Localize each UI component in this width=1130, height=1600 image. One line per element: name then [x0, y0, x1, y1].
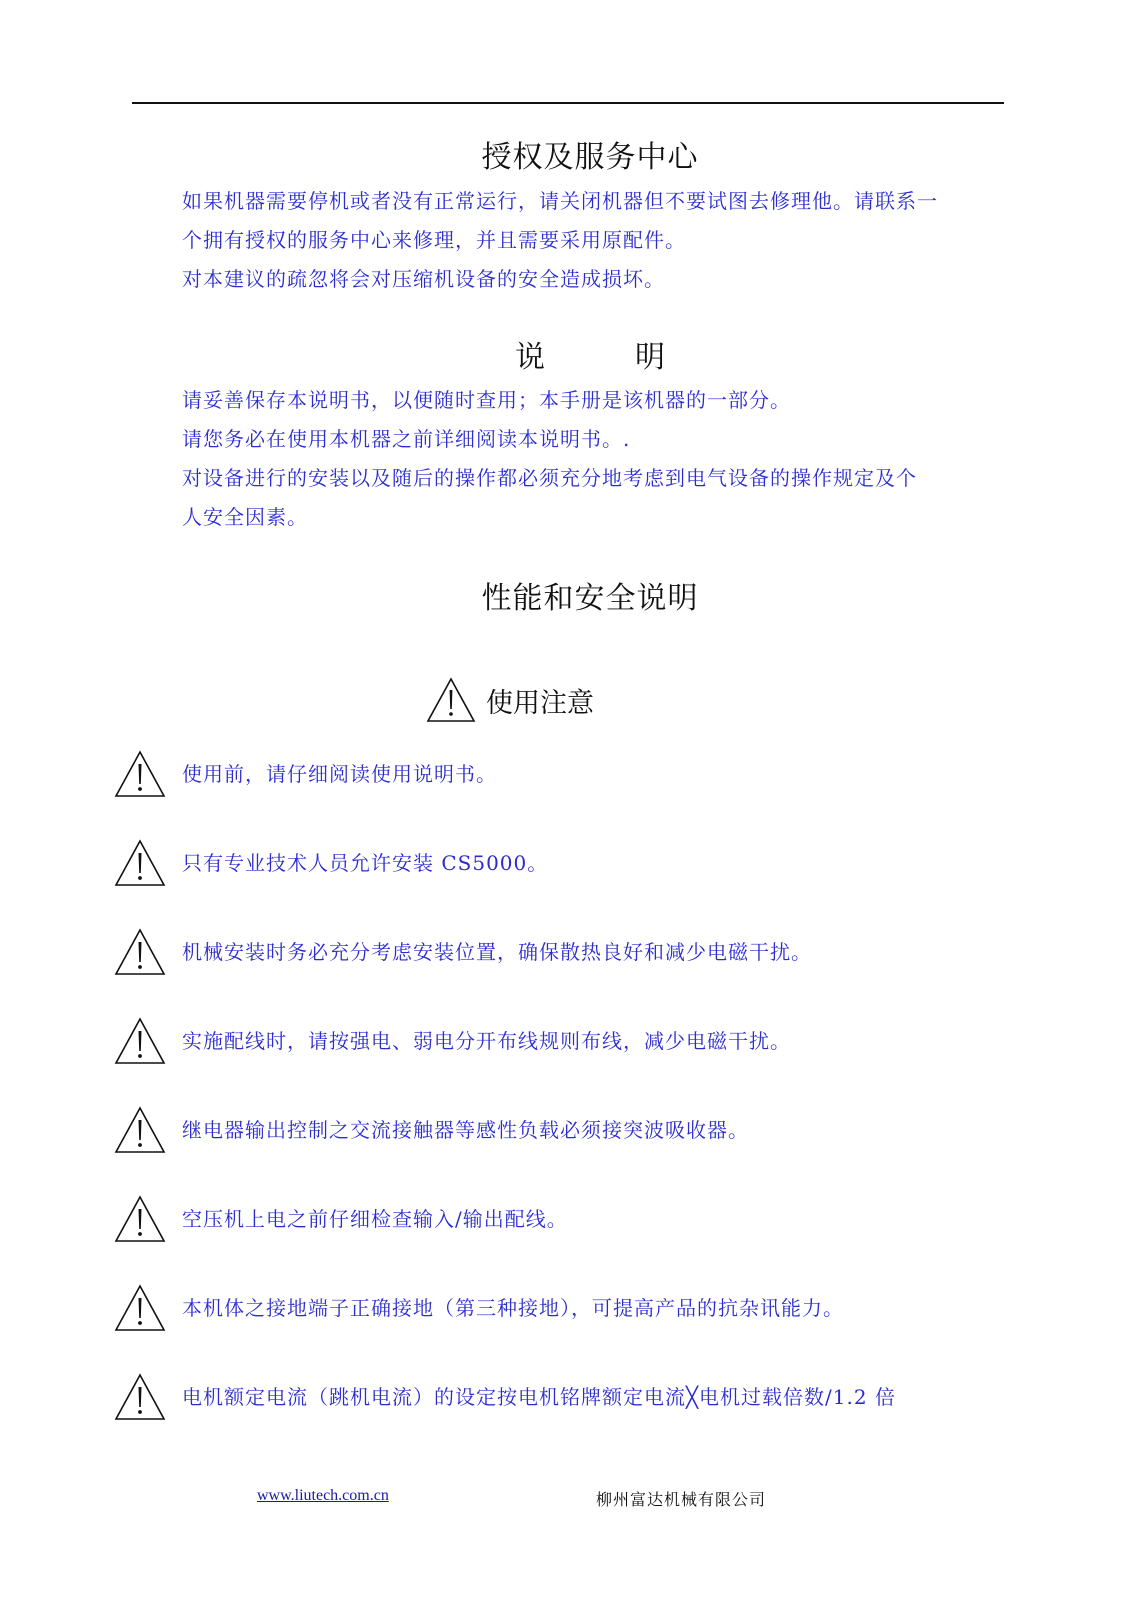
safety-notice-text: 使用前，请仔细阅读使用说明书。 [182, 762, 497, 786]
safety-notice-text: 空压机上电之前仔细检查输入/输出配线。 [182, 1207, 568, 1231]
authorization-line: 个拥有授权的服务中心来修理，并且需要采用原配件。 [182, 228, 686, 252]
safety-title: 性能和安全说明 [481, 581, 699, 616]
safety-notice-text: 电机额定电流（跳机电流）的设定按电机铭牌额定电流╳电机过载倍数/1.2 倍 [182, 1385, 896, 1409]
warning-triangle-icon [426, 677, 476, 723]
safety-notice [114, 1017, 1014, 1106]
safety-notice [114, 1195, 1014, 1284]
instructions-line: 请您务必在使用本机器之前详细阅读本说明书。. [182, 427, 631, 451]
safety-notice [114, 1373, 1014, 1462]
warning-triangle-icon [114, 1195, 166, 1243]
instructions-title: 说明 [515, 340, 755, 375]
instructions-line: 请妥善保存本说明书，以便随时查用；本手册是该机器的一部分。 [182, 388, 791, 412]
warning-triangle-icon [114, 928, 166, 976]
caution-heading [426, 675, 594, 725]
warning-triangle-icon [114, 1284, 166, 1332]
authorization-line: 对本建议的疏忽将会对压缩机设备的安全造成损坏。 [182, 267, 665, 291]
safety-notice-text: 机械安装时务必充分考虑安装位置，确保散热良好和减少电磁干扰。 [182, 940, 812, 964]
safety-notice-text: 本机体之接地端子正确接地（第三种接地），可提高产品的抗杂讯能力。 [182, 1296, 844, 1320]
instructions-line: 对设备进行的安装以及随后的操作都必须充分地考虑到电气设备的操作规定及个 [182, 466, 917, 490]
safety-notice [114, 928, 1014, 1017]
safety-notice-list [114, 750, 1014, 1462]
instructions-body [182, 381, 1004, 537]
warning-triangle-icon [114, 1106, 166, 1154]
warning-triangle-icon [114, 1373, 166, 1421]
safety-notice [114, 1106, 1014, 1195]
footer-website-link[interactable]: www.liutech.com.cn [257, 1487, 389, 1504]
safety-notice-text: 实施配线时，请按强电、弱电分开布线规则布线，减少电磁干扰。 [182, 1029, 791, 1053]
authorization-line: 如果机器需要停机或者没有正常运行，请关闭机器但不要试图去修理他。请联系一 [182, 189, 938, 213]
footer-company-name: 柳州富达机械有限公司 [596, 1490, 767, 1509]
authorization-title: 授权及服务中心 [481, 140, 699, 175]
safety-notice-text: 只有专业技术人员允许安装 CS5000。 [182, 851, 549, 875]
warning-triangle-icon [114, 839, 166, 887]
instructions-line: 人安全因素。 [182, 505, 308, 529]
safety-notice [114, 750, 1014, 839]
safety-notice [114, 839, 1014, 928]
safety-notice-text: 继电器输出控制之交流接触器等感性负载必须接突波吸收器。 [182, 1118, 749, 1142]
header-rule [132, 102, 1004, 104]
safety-notice [114, 1284, 1014, 1373]
warning-triangle-icon [114, 750, 166, 798]
authorization-body [182, 182, 1004, 299]
warning-triangle-icon [114, 1017, 166, 1065]
caution-heading-text: 使用注意 [486, 687, 594, 719]
